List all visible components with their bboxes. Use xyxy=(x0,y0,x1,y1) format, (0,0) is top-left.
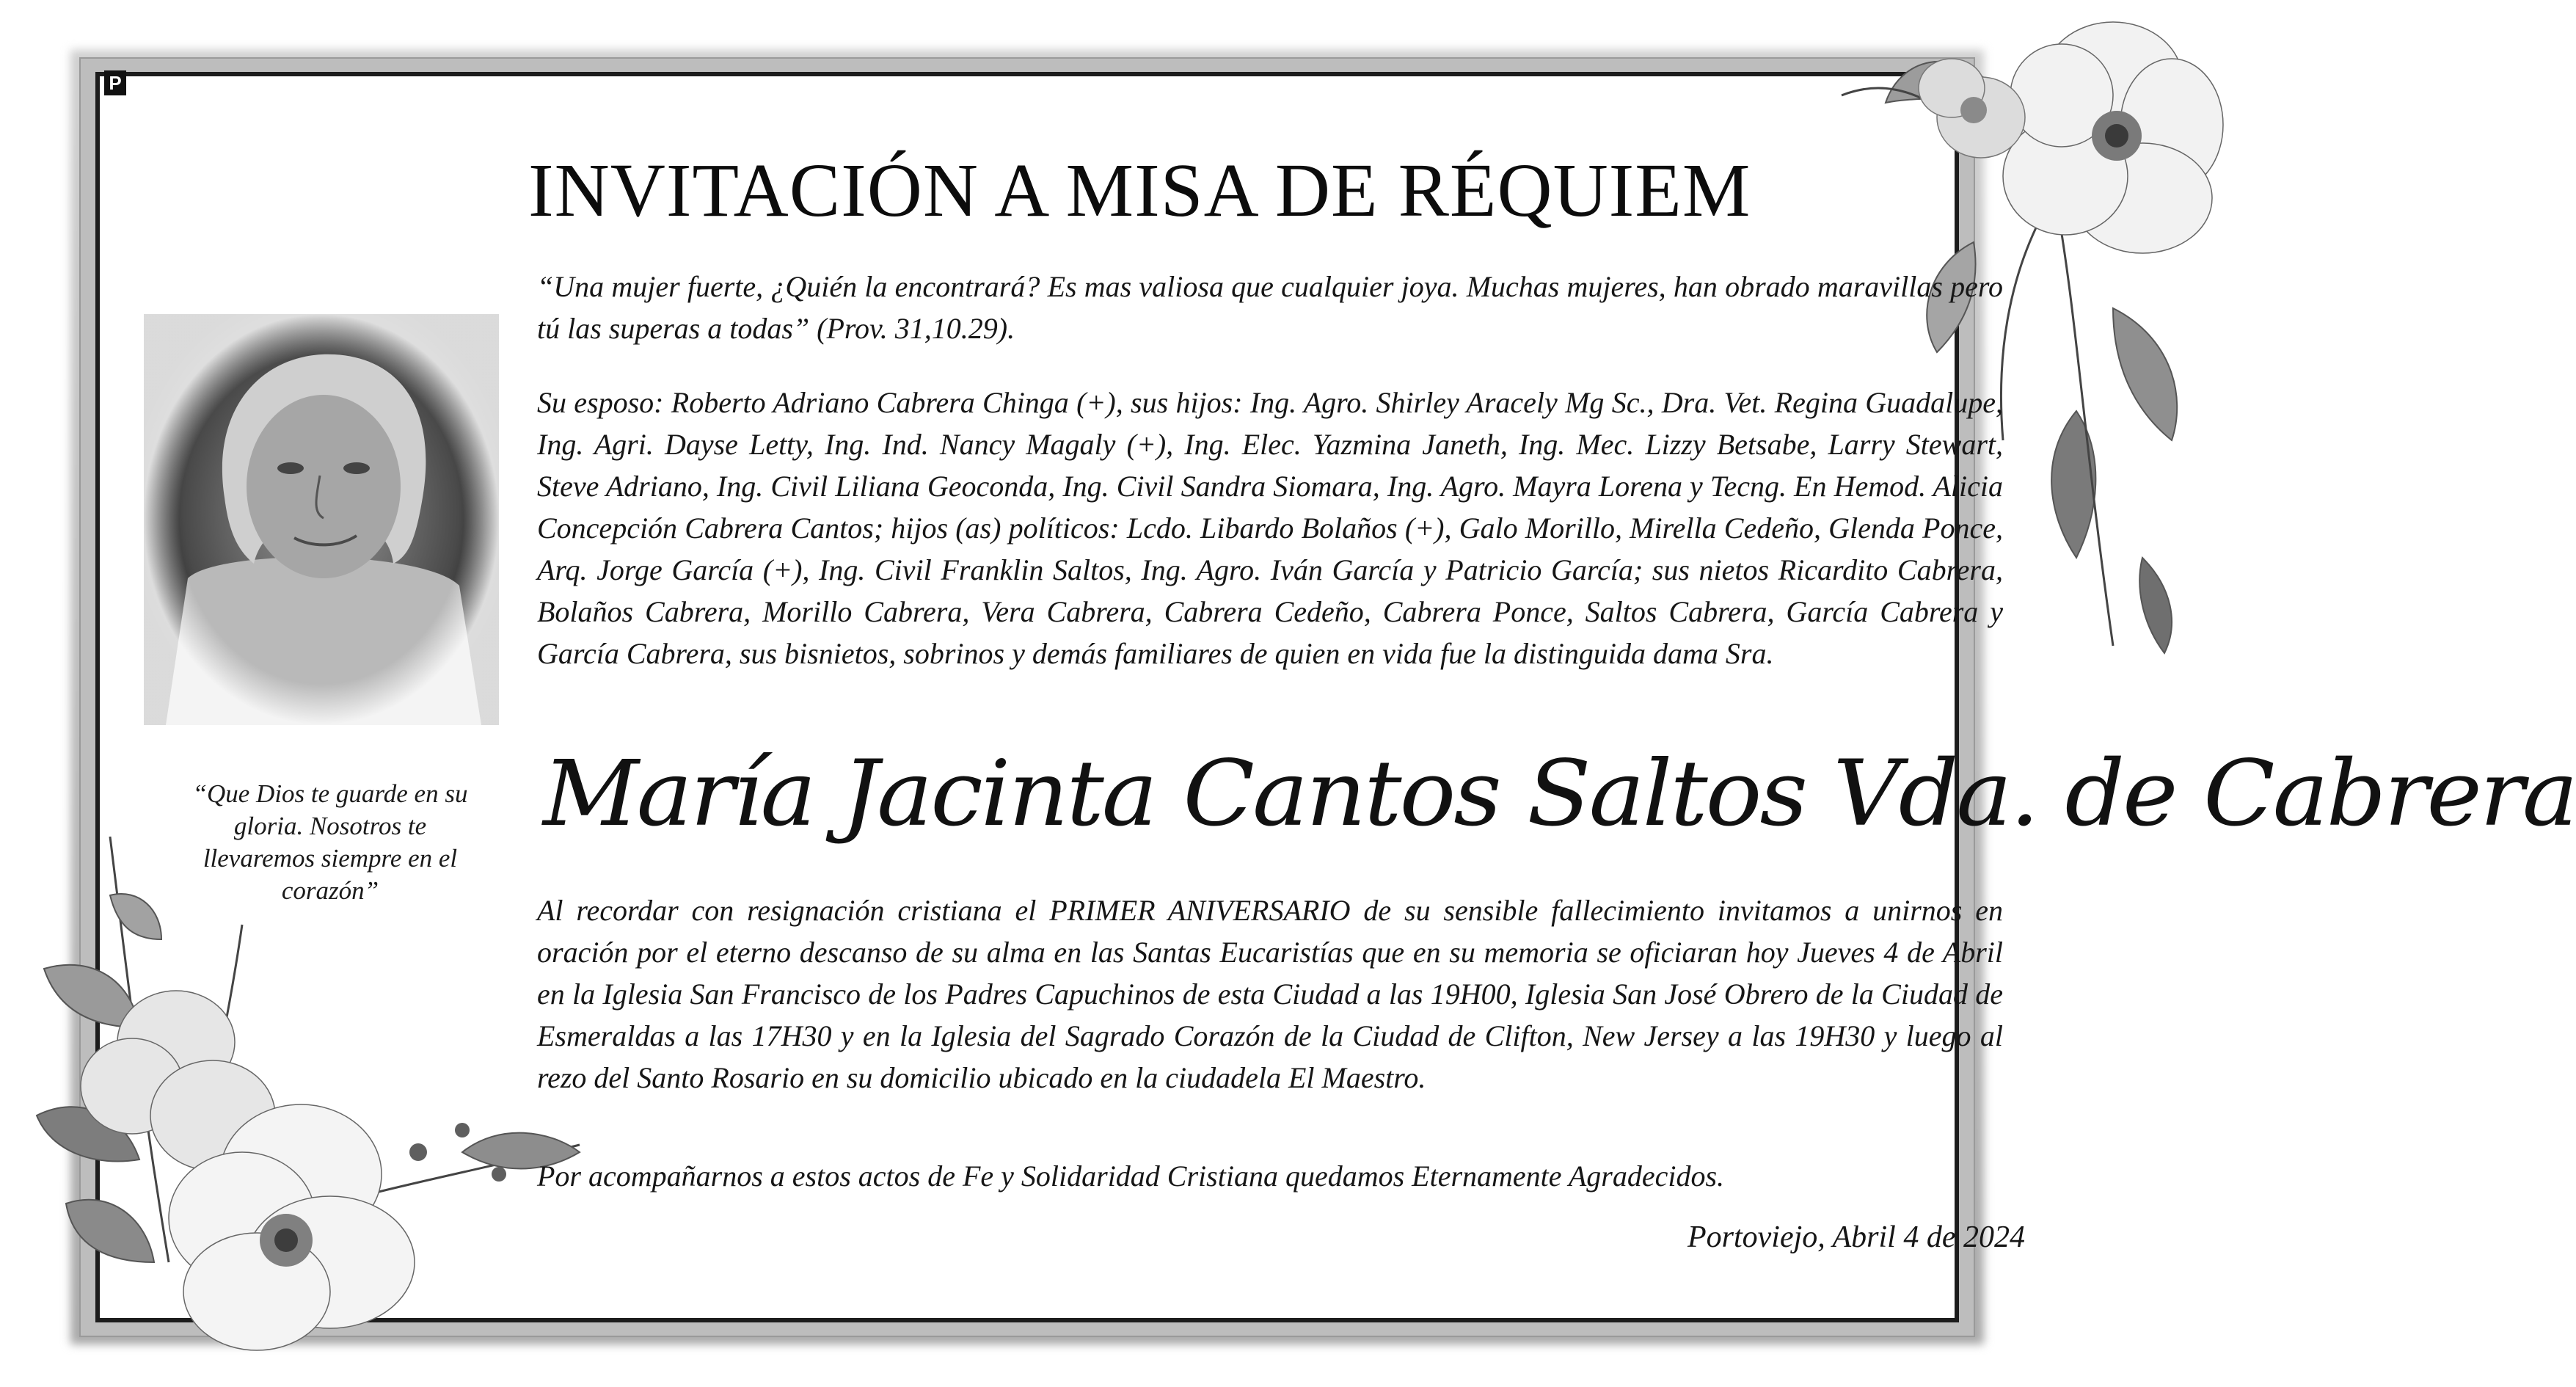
deceased-name: María Jacinta Cantos Saltos Vda. de Cabrera xyxy=(543,741,2576,847)
epitaph: “Que Dios te guarde en su gloria. Nosotros te llevaremos siempre en el corazón” xyxy=(192,779,468,905)
bible-quote: “Una mujer fuerte, ¿Quién la encontrará? Es mas valiosa que cualquier joya. Muchas mujeres, han obrado maravillas pero tú las superas a todas” (Prov. 31,10.29). xyxy=(537,270,2003,345)
page-title: INVITACIÓN A MISA DE RÉQUIEM xyxy=(528,148,1751,233)
portrait-placeholder-icon xyxy=(144,314,499,725)
family-list: Su esposo: Roberto Adriano Cabrera Chinga (+), sus hijos: Ing. Agro. Shirley Aracely Mg Sc., Dra. Vet. Regina Guadalupe, Ing. Agri. Dayse Letty, Ing. Ind. Nancy Magaly (+), Ing. Elec. Yazmina Janeth, Ing. Mec. Lizzy Betsabe, Larry Stewart, Steve Adriano, Ing. Civil Liliana Geoconda, Ing. Civil Sandra Siomara, Ing. Agro. Mayra Lorena y Tecng. En Hemod. Alicia Concepción Cabrera Cantos; hijos (as) políticos: Lcdo. Libardo Bolaños (+), Galo Morillo, Mirella Cedeño, Glenda Ponce, Arq. Jorge García (+), Ing. Civil Franklin Saltos, Ing. Agro. Iván García y Patricio García; sus nietos Ricardito Cabrera, Bolaños Cabrera, Morillo Cabrera, Vera Cabrera, Cabrera Cedeño, Cabrera Ponce, Saltos Cabrera, García Cabrera y García Cabrera, sus bisnietos, sobrinos y demás familiares de quien en vida fue la distinguida dama Sra. xyxy=(537,386,2003,670)
invitation-text: Al recordar con resignación cristiana el PRIMER ANIVERSARIO de su sensible fallecimiento invitamos a unirnos en oración por el eterno descanso de su alma en las Santas Eucaristías que en su memoria se oficiaran hoy Jueves 4 de Abril en la Iglesia San Francisco de los Padres Capuchinos de esta Ciudad a las 19H00, Iglesia San José Obrero de la Ciudad de Esmeraldas a las 17H30 y en la Iglesia del Sagrado Corazón de la Ciudad de Clifton, New Jersey a las 19H30 y luego al rezo del Santo Rosario en su domicilio ubicado en la ciudadela El Maestro. xyxy=(537,894,2003,1094)
publication-badge: P xyxy=(104,70,126,95)
portrait-photo xyxy=(144,314,499,725)
place-date-signature: Portoviejo, Abril 4 de 2024 xyxy=(1687,1220,2025,1254)
thanks-text: Por acompañarnos a estos actos de Fe y Solidaridad Cristiana quedamos Eternamente Agradecidos. xyxy=(537,1160,1725,1193)
